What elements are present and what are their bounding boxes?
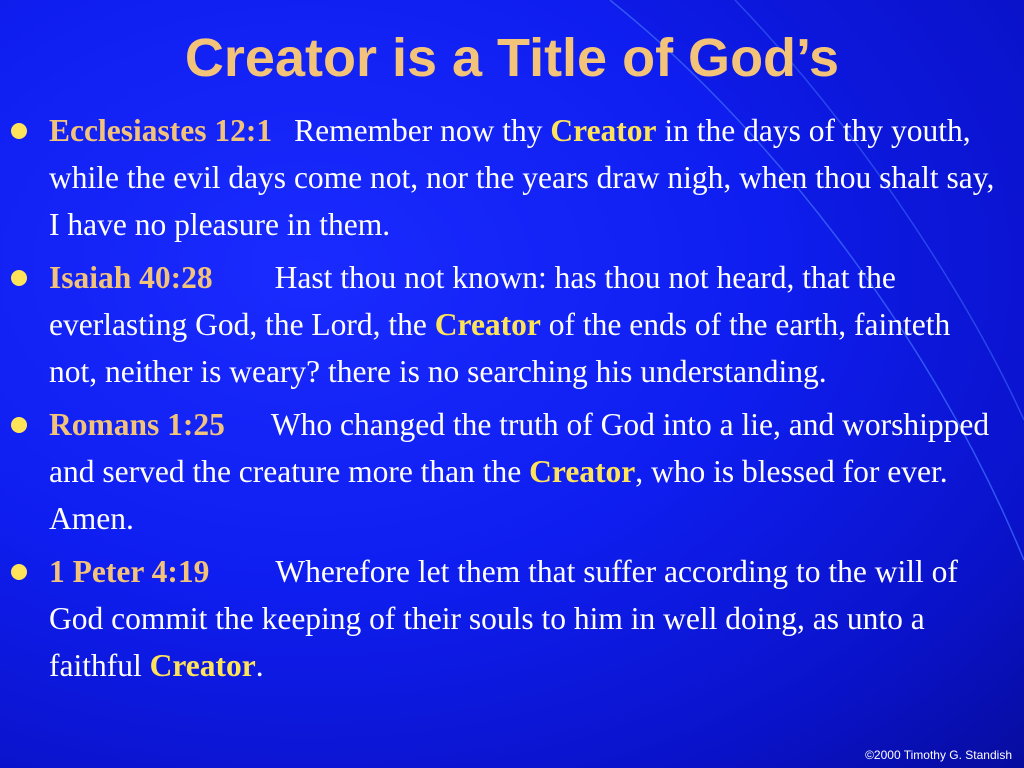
verse-text-before: Hast thou not known: has thou not heard, that the everlasting God, the Lord, the [49, 260, 896, 342]
verse-reference: 1 Peter 4:19 [49, 554, 210, 589]
verse-text-after: in the days of thy youth, while the evil days come not, nor the years draw nigh, when thou shalt say, I have no pleasure in them. [49, 113, 995, 242]
verse-text-after: . [255, 648, 264, 683]
verse-item-isaiah [0, 254, 1024, 395]
verse-reference: Isaiah 40:28 [49, 260, 213, 295]
verse-text-before: Wherefore let them that suffer according to the will of God commit the keeping of their souls to him in well doing, as unto a faithful [49, 554, 958, 683]
verse-reference: Ecclesiastes 12:1 [49, 113, 273, 148]
bullet-dot-icon [11, 417, 27, 433]
copyright-footer: ©2000 Timothy G. Standish [865, 748, 1012, 762]
verse-reference: Romans 1:25 [49, 407, 225, 442]
verse-text-before: Who changed the truth of God into a lie, and worshipped and served the creature more than the [49, 407, 990, 489]
bullet-dot-icon [11, 564, 27, 580]
verse-keyword: Creator [149, 648, 256, 683]
verse-item-1-peter [0, 548, 1024, 689]
verse-item-romans [0, 401, 1024, 542]
verse-text-after: , who is blessed for ever. Amen. [49, 454, 948, 536]
bullet-dot-icon [11, 270, 27, 286]
verse-keyword: Creator [434, 307, 541, 342]
verse-text-after: of the ends of the earth, fainteth not, neither is weary? there is no searching his understanding. [49, 307, 951, 389]
bullet-dot-icon [11, 123, 27, 139]
verse-keyword: Creator [529, 454, 636, 489]
slide-title: Creator is a Title of God’s [184, 28, 840, 88]
verse-text-before: Remember now thy [294, 113, 551, 148]
verse-keyword: Creator [550, 113, 657, 148]
verse-list [0, 107, 1024, 695]
verse-item-ecclesiastes [0, 107, 1024, 248]
